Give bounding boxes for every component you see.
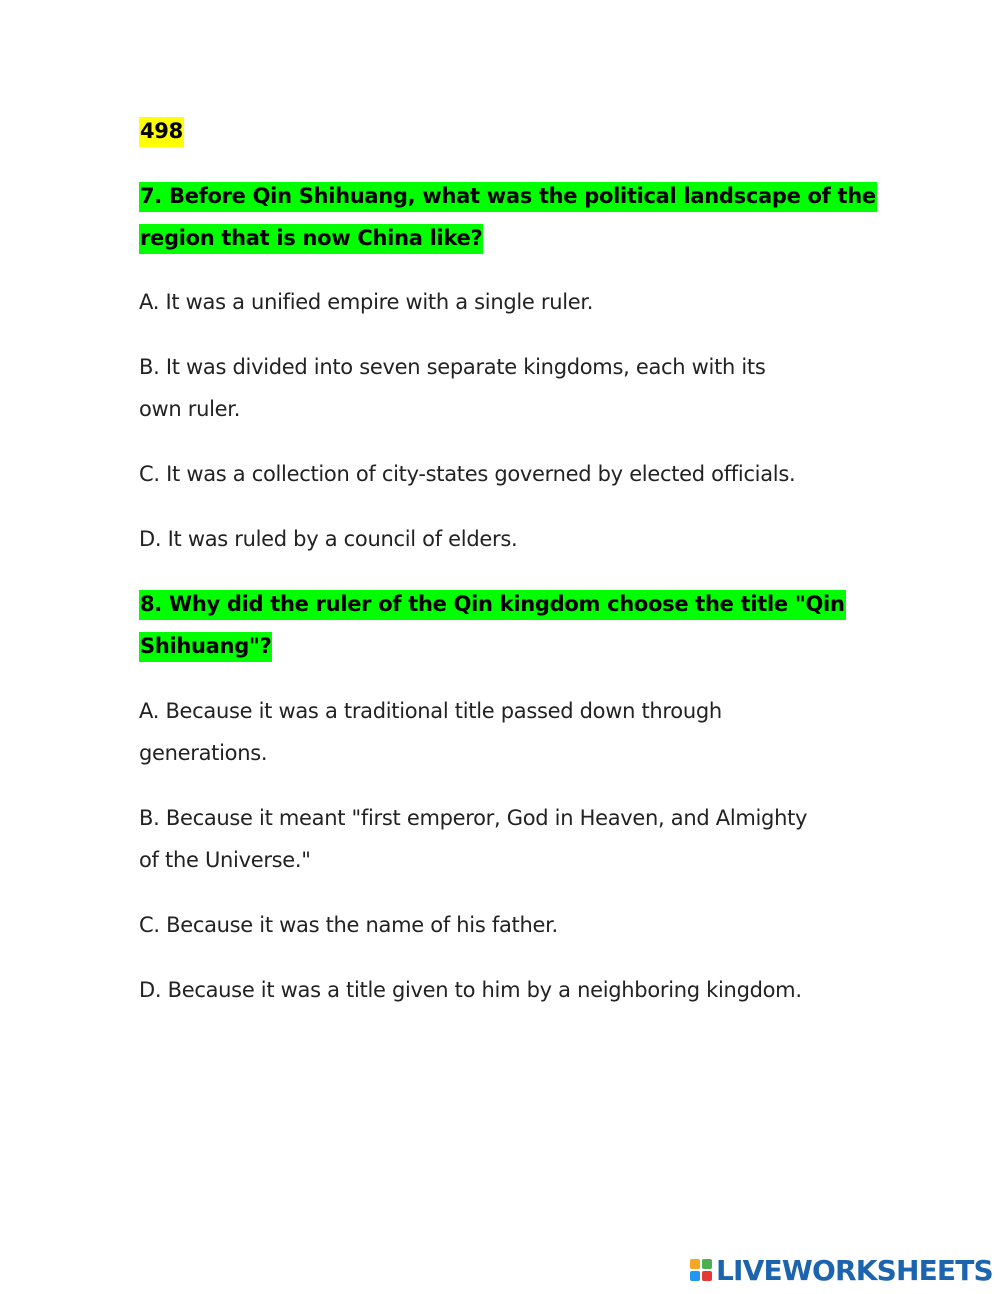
question-7-option-b: B. It was divided into seven separate kingdoms, each with its (139, 355, 766, 379)
question-7-option-d: D. It was ruled by a council of elders. (139, 527, 518, 551)
question-8-option-b: B. Because it meant "first emperor, God in Heaven, and Almighty (139, 806, 808, 830)
liveworksheets-logo-icon (690, 1259, 712, 1281)
liveworksheets-brand-text: LIVEWORKSHEETS (716, 1253, 993, 1287)
question-8-option-a-cont: generations. (139, 741, 268, 765)
page-number (139, 116, 184, 146)
question-7-text-2: region that is now China like? (139, 224, 483, 254)
question-8-text-2: Shihuang"? (139, 632, 272, 662)
question-7-line-1 (139, 181, 877, 211)
question-7-option-c: C. It was a collection of city-states governed by elected officials. (139, 462, 796, 486)
question-7-text-1: 7. Before Qin Shihuang, what was the political landscape of the (139, 182, 877, 212)
question-7-option-b-cont: own ruler. (139, 397, 241, 421)
question-8-line-2 (139, 631, 272, 661)
liveworksheets-logo[interactable] (690, 1254, 993, 1286)
question-8-text-1: 8. Why did the ruler of the Qin kingdom choose the title "Qin (139, 590, 846, 620)
question-8-option-b-cont: of the Universe." (139, 848, 311, 872)
question-8-option-a: A. Because it was a traditional title passed down through (139, 699, 722, 723)
question-8-option-c: C. Because it was the name of his father. (139, 913, 558, 937)
question-7-line-2 (139, 223, 483, 253)
question-7-option-a: A. It was a unified empire with a single ruler. (139, 290, 594, 314)
question-8-line-1 (139, 589, 846, 619)
question-8-option-d: D. Because it was a title given to him by a neighboring kingdom. (139, 978, 802, 1002)
page-number-text: 498 (139, 117, 184, 147)
